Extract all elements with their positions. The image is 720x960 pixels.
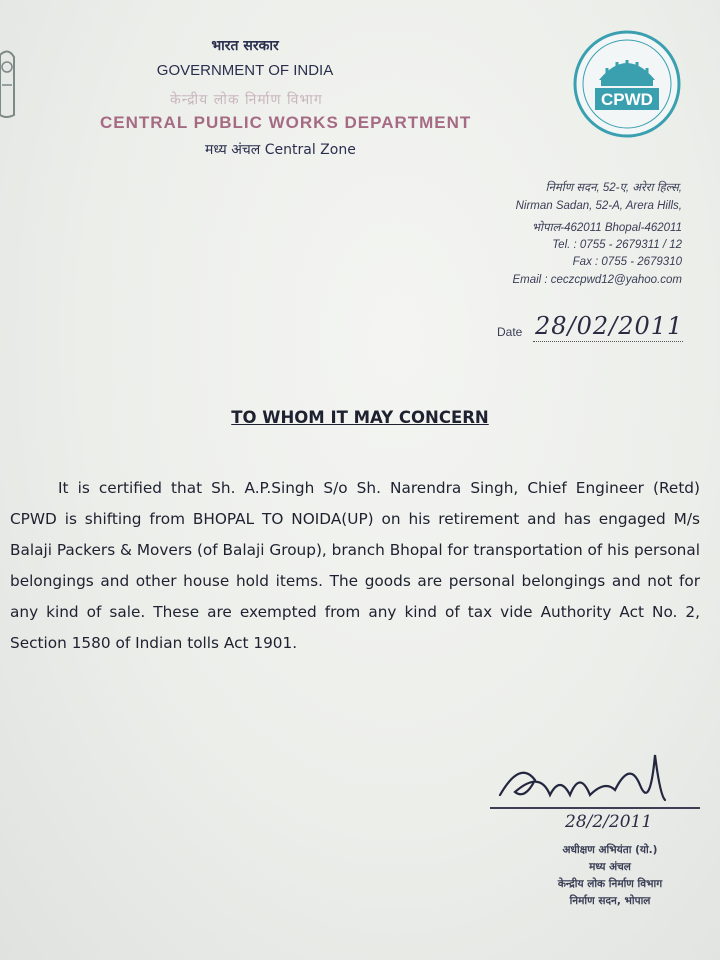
zone-heading: मध्य अंचल Central Zone (205, 142, 356, 158)
email: Email : ceczcpwd12@yahoo.com (512, 274, 682, 286)
cpwd-logo-icon (571, 28, 683, 140)
address-line-2: Nirman Sadan, 52-A, Arera Hills, (515, 200, 682, 212)
telephone: Tel. : 0755 - 2679311 / 12 (552, 239, 682, 251)
logo-text: CPWD (601, 90, 653, 109)
letter-title: TO WHOM IT MAY CONCERN (231, 408, 489, 427)
national-emblem-icon (0, 45, 18, 125)
date-value: 28/02/2011 (535, 312, 684, 340)
date-underline (533, 341, 683, 342)
body-paragraph: It is certified that Sh. A.P.Singh S/o Sh. Narendra Singh, Chief Engineer (Retd) CPWD is shifting from BHOPAL TO NOIDA(UP) on his retirement and has engaged M/s Balaji Packers & Movers (of Balaji Group), branch Bhopal for transportation of his personal belongings and other house hold items. The goods are personal belongings and not for any kind of sale. These are exempted from any kind of tax vide Authority Act No. 2, Section 1580 of Indian tolls Act 1901. (10, 479, 700, 652)
signature-date: 28/2/2011 (565, 812, 653, 832)
date-label: Date (497, 325, 523, 339)
address-line-1: निर्माण सदन, 52-ए, अरेरा हिल्स, (545, 182, 682, 194)
dept-hindi-heading: केन्द्रीय लोक निर्माण विभाग (170, 92, 323, 108)
fax: Fax : 0755 - 2679310 (572, 256, 682, 268)
govt-heading: GOVERNMENT OF INDIA (156, 62, 334, 79)
letter-body (10, 473, 700, 659)
stamp-line-3: केन्द्रीय लोक निर्माण विभाग (557, 878, 663, 890)
hindi-govt-heading: भारत सरकार (211, 38, 279, 54)
stamp-line-4: निर्माण सदन, भोपाल (569, 895, 651, 907)
stamp-line-1: अधीक्षण अभियंता (यो.) (562, 844, 658, 856)
address-line-3: भोपाल-462011 Bhopal-462011 (531, 222, 682, 234)
stamp-line-2: मध्य अंचल (589, 861, 631, 873)
dept-heading: CENTRAL PUBLIC WORKS DEPARTMENT (100, 113, 472, 132)
